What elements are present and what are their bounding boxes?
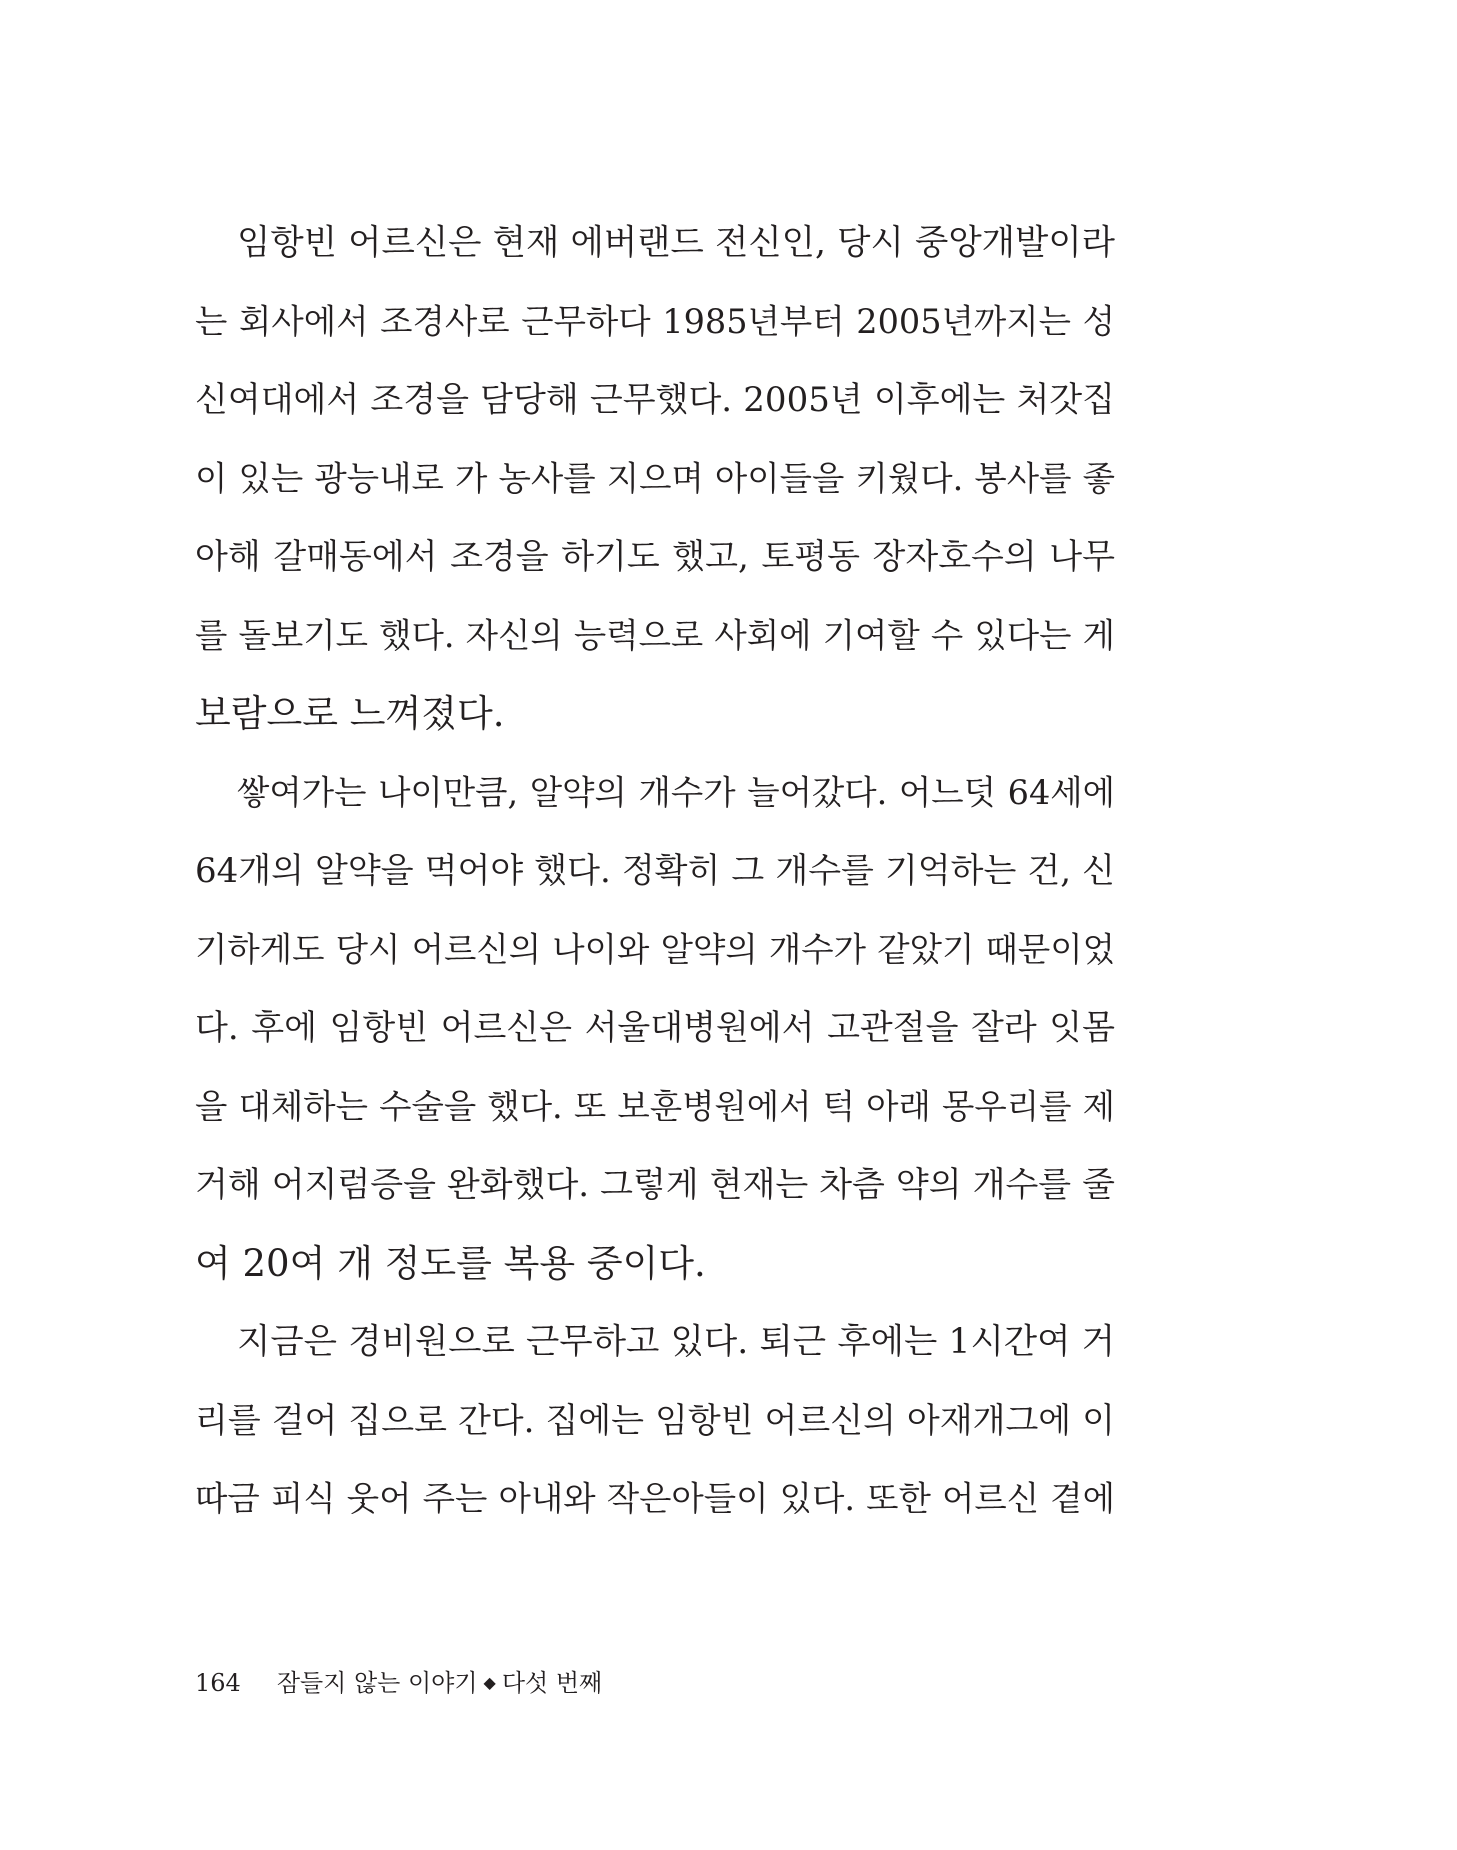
text-line: 64개의 알약을 먹어야 했다. 정확히 그 개수를 기억하는 건, 신 (195, 851, 1115, 891)
text-line: 거해 어지럼증을 완화했다. 그렇게 현재는 차츰 약의 개수를 줄 (195, 1165, 1115, 1205)
text-line: 아해 갈매동에서 조경을 하기도 했고, 토평동 장자호수의 나무 (195, 537, 1115, 577)
text-line: 는 회사에서 조경사로 근무하다 1985년부터 2005년까지는 성 (195, 301, 1115, 341)
book-title: 잠들지 않는 이야기 (276, 1669, 478, 1697)
text-line: 기하게도 당시 어르신의 나이와 알약의 개수가 같았기 때문이었 (195, 929, 1115, 969)
text-line: 신여대에서 조경을 담당해 근무했다. 2005년 이후에는 처갓집 (195, 380, 1115, 420)
page-footer (195, 1668, 602, 1698)
text-line: 따금 피식 웃어 주는 아내와 작은아들이 있다. 또한 어르신 곁에 (195, 1479, 1115, 1518)
text-line: 을 대체하는 수술을 했다. 또 보훈병원에서 턱 아래 몽우리를 제 (195, 1086, 1115, 1126)
text-line: 임항빈 어르신은 현재 에버랜드 전신인, 당시 중앙개발이라 (237, 223, 1115, 263)
text-line: 쌓여가는 나이만큼, 알약의 개수가 늘어갔다. 어느덧 64세에 (237, 772, 1115, 812)
body-text (195, 220, 1115, 1555)
text-line: 보람으로 느껴졌다. (195, 692, 505, 735)
diamond-separator-icon: ◆ (483, 1673, 496, 1692)
text-line: 다. 후에 임항빈 어르신은 서울대병원에서 고관절을 잘라 잇몸 (195, 1008, 1115, 1048)
page-number: 164 (195, 1669, 241, 1697)
text-line: 리를 걸어 집으로 간다. 집에는 임항빈 어르신의 아재개그에 이 (195, 1400, 1115, 1441)
volume-label: 다섯 번째 (501, 1669, 603, 1697)
text-line: 이 있는 광능내로 가 농사를 지으며 아이들을 키웠다. 봉사를 좋 (195, 458, 1115, 498)
text-line: 지금은 경비원으로 근무하고 있다. 퇴근 후에는 1시간여 거 (237, 1322, 1115, 1362)
text-line: 를 돌보기도 했다. 자신의 능력으로 사회에 기여할 수 있다는 게 (195, 615, 1115, 655)
text-line: 여 20여 개 정도를 복용 중이다. (195, 1241, 706, 1285)
